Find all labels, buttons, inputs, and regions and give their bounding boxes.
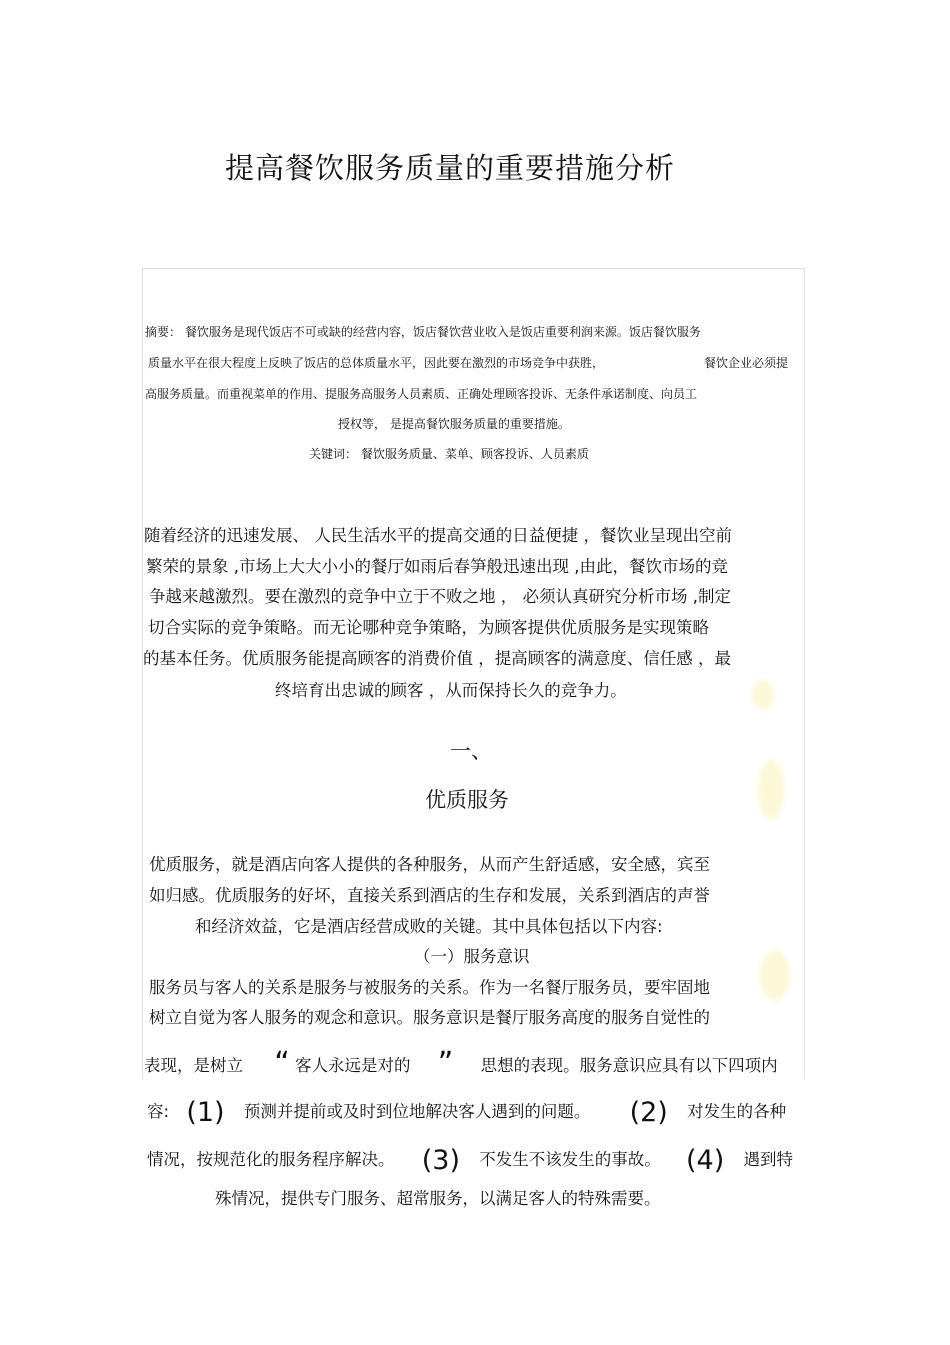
intro-line: 繁荣的景象 ,市场上大大小小的餐厅如雨后春笋般迅速出现 ,由此，餐饮市场的竞	[146, 557, 728, 576]
item-number: (2)	[629, 1097, 668, 1128]
intro-line: 终培育出忠诚的顾客 ，从而保持长久的竞争力。	[275, 681, 627, 700]
subheading: （一）服务意识	[414, 947, 530, 966]
keywords: 关键词： 餐饮服务质量、菜单、顾客投诉、人员素质	[309, 447, 589, 461]
item-number: (3)	[421, 1145, 460, 1176]
abstract-line: 授权等， 是提高餐饮服务质量的重要措施。	[338, 417, 570, 431]
open-quote: “	[274, 1046, 290, 1081]
items-prefix: 容:	[147, 1102, 170, 1121]
quote-after: 思想的表现。服务意识应具有以下四项内	[480, 1056, 778, 1075]
items-line: 殊情况，提供专门服务、超常服务，以满足客人的特殊需要。	[215, 1189, 661, 1208]
scan-smudge	[758, 760, 784, 820]
quoted-text: 客人永远是对的	[295, 1056, 411, 1075]
item-number: (4)	[686, 1145, 725, 1176]
abstract-line: 质量水平在很大程度上反映了饭店的总体质量水平，因此要在激烈的市场竞争中获胜，	[148, 356, 605, 370]
intro-line: 争越来越激烈。要在激烈的竞争中立于不败之地 ， 必须认真研究分析市场 ,制定	[149, 587, 731, 606]
paragraph-line: 如归感。优质服务的好坏，直接关系到酒店的生存和发展，关系到酒店的声誉	[149, 886, 710, 905]
item-text: 遇到特	[743, 1150, 793, 1169]
paragraph-line: 服务员与客人的关系是服务与被服务的关系。作为一名餐厅服务员，要牢固地	[149, 978, 710, 997]
item-number: (1)	[186, 1097, 225, 1128]
item-text: 情况，按规范化的服务程序解决。	[147, 1150, 395, 1169]
scan-smudge	[752, 680, 774, 710]
paragraph-line: 树立自觉为客人服务的观念和意识。服务意识是餐厅服务高度的服务自觉性的	[149, 1008, 710, 1027]
intro-line: 的基本任务。优质服务能提高顾客的消费价值 ，提高顾客的满意度、信任感 ，最	[143, 649, 731, 668]
item-text: 预测并提前或及时到位地解决客人遇到的问题。	[243, 1102, 591, 1121]
item-text: 对发生的各种	[687, 1102, 787, 1121]
document-title: 提高餐饮服务质量的重要措施分析	[224, 151, 675, 185]
intro-line: 切合实际的竞争策略。而无论哪种竞争策略，为顾客提供优质服务是实现策略	[148, 618, 709, 637]
section-number: 一、	[450, 739, 492, 763]
intro-line: 随着经济的迅速发展、 人民生活水平的提高交通的日益便捷 ，餐饮业呈现出空前	[144, 526, 732, 545]
paragraph-line: 和经济效益，它是酒店经营成败的关键。其中具体包括以下内容:	[195, 917, 663, 936]
items-line	[147, 1097, 786, 1128]
quote-before: 表现，是树立	[144, 1056, 243, 1075]
quote-line	[144, 1046, 778, 1081]
item-text: 不发生不该发生的事故。	[479, 1150, 661, 1169]
scan-smudge	[760, 950, 790, 1000]
close-quote: ”	[437, 1046, 454, 1081]
abstract-line: 摘要： 餐饮服务是现代饭店不可或缺的经营内容，饭店餐饮营业收入是饭店重要利润来源。饭店餐饮服务	[145, 325, 701, 339]
paragraph-line: 优质服务，就是酒店向客人提供的各种服务，从而产生舒适感，安全感，宾至	[149, 855, 710, 874]
items-line	[147, 1145, 793, 1176]
section-heading: 优质服务	[425, 788, 509, 812]
abstract-line: 高服务质量。而重视菜单的作用、提服务高服务人员素质、正确处理顾客投诉、无条件承诺制度、向员工	[145, 387, 698, 401]
abstract-line: 餐饮企业必须提	[704, 356, 789, 370]
